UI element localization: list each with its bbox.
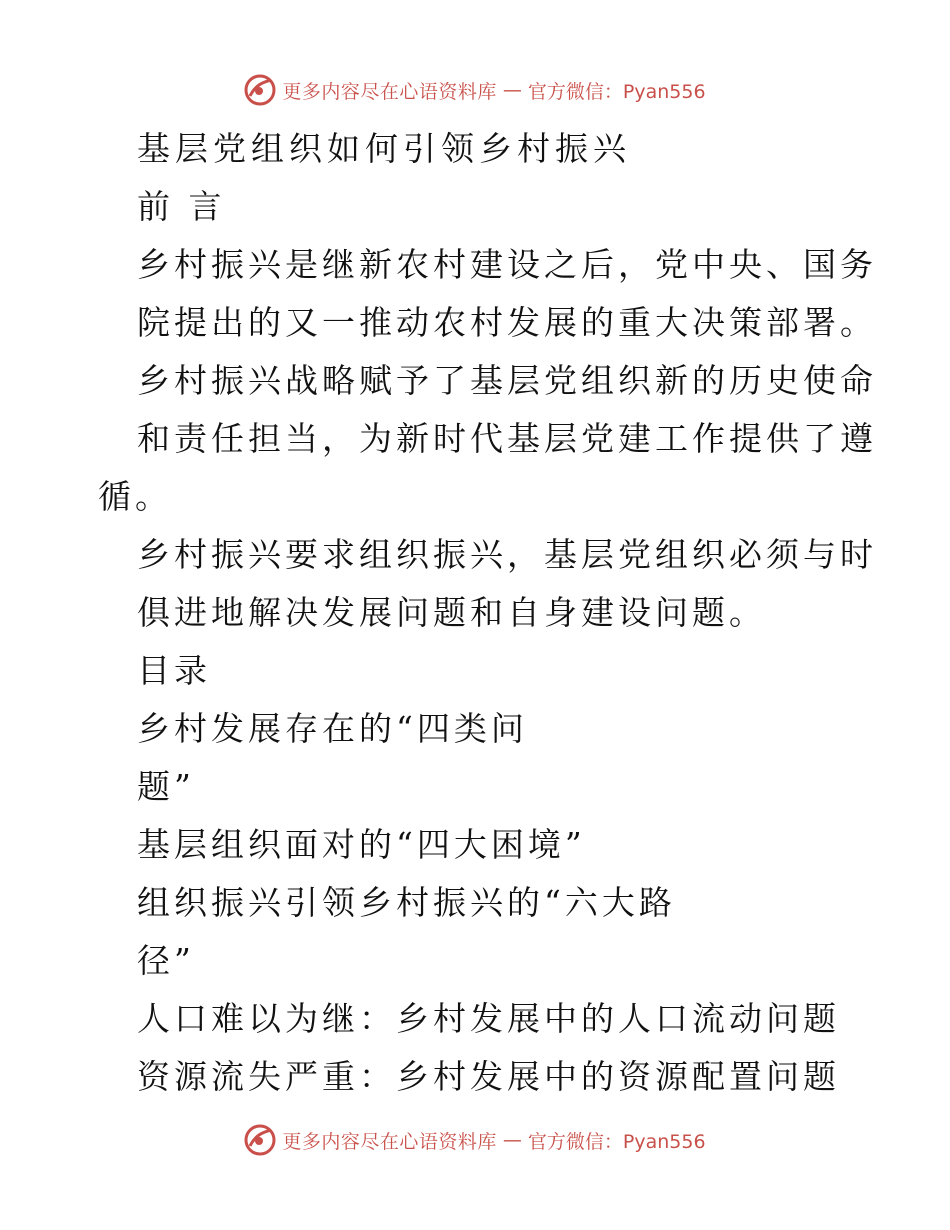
brand-logo-icon (244, 74, 276, 106)
foreword-line: 乡村振兴战略赋予了基层党组织新的历史使命 (137, 361, 877, 400)
watermark-wechat: 官方微信：Pyan556 (527, 80, 706, 103)
watermark-text: 更多内容尽在心语资料库 (282, 1130, 497, 1153)
toc-line: 题” (137, 767, 195, 806)
foreword-line: 循。 (98, 477, 172, 516)
foreword-line: 俱进地解决发展问题和自身建设问题。 (137, 593, 766, 632)
foreword-line: 和责任担当，为新时代基层党建工作提供了遵 (137, 419, 877, 458)
foreword-line: 乡村振兴是继新农村建设之后，党中央、国务 (137, 245, 877, 284)
toc-line: 人口难以为继：乡村发展中的人口流动问题 (137, 999, 840, 1038)
brand-logo-icon (244, 1124, 276, 1156)
foreword-line: 院提出的又一推动农村发展的重大决策部署。 (137, 303, 877, 342)
document-title: 基层党组织如何引领乡村振兴 (137, 129, 631, 168)
watermark-wechat: 官方微信：Pyan556 (527, 1130, 706, 1153)
toc-line: 组织振兴引领乡村振兴的“六大路 (137, 883, 676, 922)
watermark-dash: — (502, 79, 522, 101)
watermark-text: 更多内容尽在心语资料库 (282, 80, 497, 103)
toc-line: 径” (137, 941, 195, 980)
foreword-line: 乡村振兴要求组织振兴，基层党组织必须与时 (137, 535, 877, 574)
footer-watermark (0, 1120, 950, 1160)
watermark-dash: — (502, 1129, 522, 1151)
toc-line: 乡村发展存在的“四类问 (137, 709, 528, 748)
toc-line: 资源流失严重：乡村发展中的资源配置问题 (137, 1057, 840, 1096)
toc-line: 基层组织面对的“四大困境” (137, 825, 586, 864)
toc-heading: 目录 (137, 651, 211, 690)
foreword-heading: 前 言 (137, 187, 226, 226)
header-watermark (0, 70, 950, 110)
